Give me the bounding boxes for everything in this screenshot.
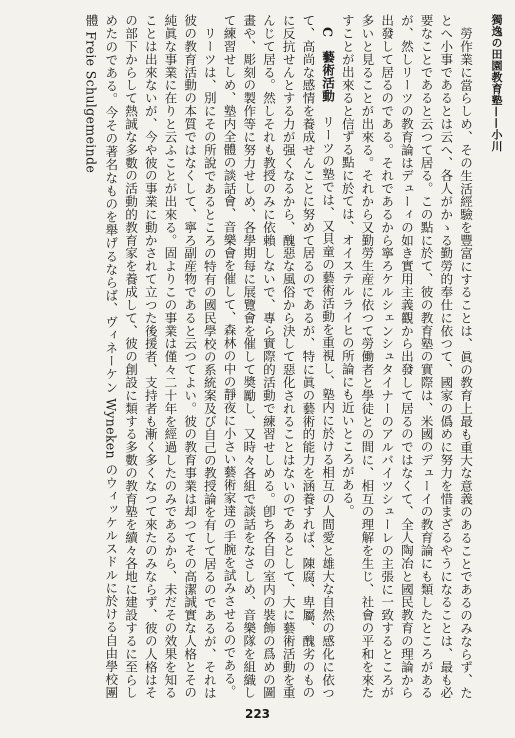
section-title: 藝術活動: [320, 50, 336, 102]
paragraph-labor: 勞作業に當らしめ、その生活經驗を豐富にすることは、眞の教育上最も重大な意義のあることであるのみならず、たとへ小事であるとは云へ、各人がかゝる勤勞的奉仕に依つて、國家の僞めに努力を惜まざるやうになることは、最も必要なことであると云つて居る。この點に於て、彼の教育塾の實際は、米國のデューイの教育論にも類したところがあるが、然しリーツの教育論はデューィの如き實用主義觀から出發して居るのではなくて、全人陶冶と國民教育の理論から出發して居るのである。それであるから寧ろケルシェンシュタイナーのアルバイツシューレの主張に一致するところが多いと見ることが出來る。それから又勤勞生産に依つて勞働者と學徒との間に、相互の理解を生じ、社會の平和を來たすことが出來ると信ずる點に於ては、オイステルライヒの所論にも近いところがある。: [339, 14, 473, 699]
section-mark: C: [320, 26, 336, 37]
body-text: [15, 14, 475, 699]
page-number: 223: [244, 707, 271, 721]
running-title: 獨逸の田園教育塾——小川: [490, 14, 503, 152]
section-heading: [219, 14, 337, 699]
paragraph-art: リーツの塾では、又貝童の藝術活動を重視し、塾内に於ける相互の人間愛と雄大な自然の感化に依つて、高尚な感情を養成せんことに努めて居るのであるが、特に眞の藝術的能力を涵養すれば、陳腐、卑屬、醜劣のものに反抗せんとする力が强くなるから、醜惡な風俗から決して惡化されることはないのであるとして、大に藝術活動を重んじて居る。然しそれも教授のみに依賴しないで、專ら實際的活動で練習せしめる。卽ち各自の室内の裝飾の爲めの圖畫や、彫刻の製作等に努力せしめ、各學期每に展覽會を催して奬勵し、又時々各組で談話をなさしめ、音樂隊を組織して練習せしめ、塾内全體の談話會、音樂會を催して、森林の中の靜夜に小さい藝術家達の手腕を試みさせるのである。: [221, 14, 336, 699]
paragraph-lietz: リーツは、別にその所說であるところの特有の國民學校の系統案及び自己の教授論を有して居るのであるが、それは彼の教育活動の本質ではなくして、寧ろ副産物であると云つてよい。彼の教育事業は却つてその高潔誠實な人格とその純眞な事業に在りと云ふことが出來る。固よりこの事業は僅々二十年を經過したのみであるから、未だその效果を知ることは出來ないが、今や彼の事業に動かされて立つた後援者、支持者も漸く多くなつて來たのみならず、彼の人格はその部下からして熱誠な多數の活動的教育家を養成して、彼の創設に類する多數の教育塾を續々各地に建設するに至らしめたのである。今その著名なものを舉げるならば、ヴィネーケン Wyneken のウィッケルスドルに於ける自由學校團體 Freie Schulgemeinde: [83, 14, 217, 699]
